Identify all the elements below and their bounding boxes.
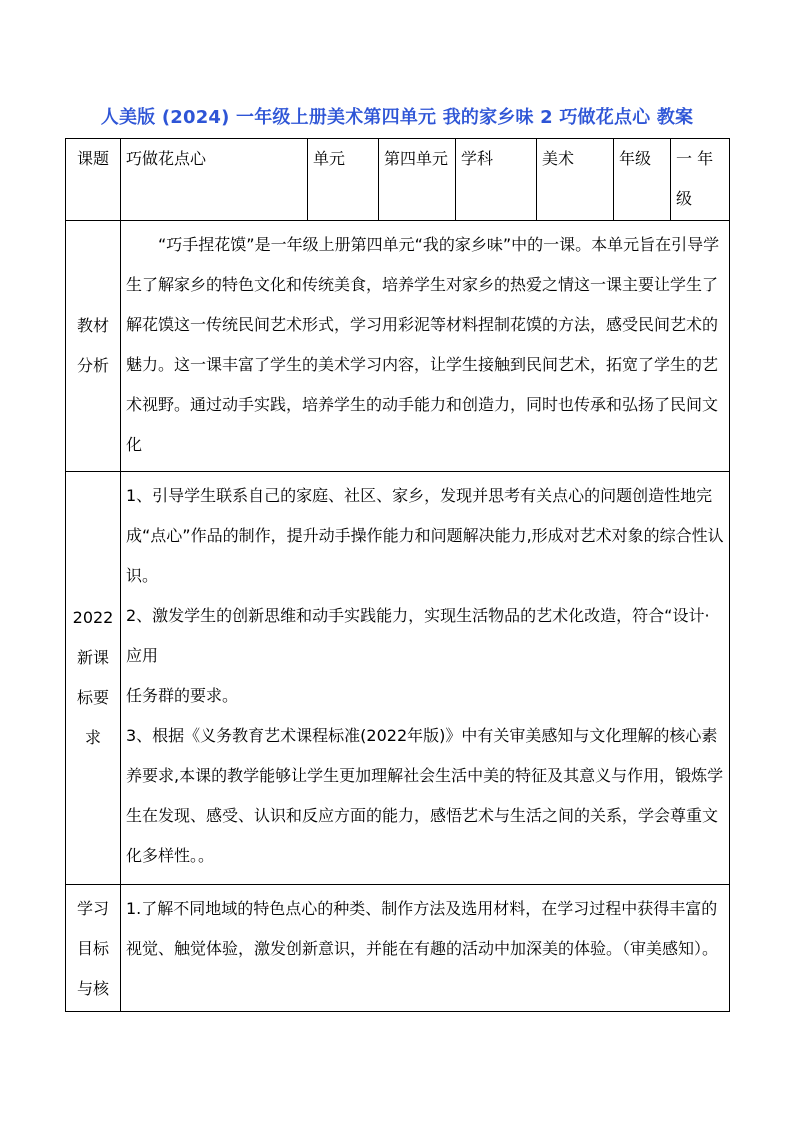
analysis-label: 教材分析	[66, 221, 121, 472]
standards-item-1: 1、引导学生联系自己的家庭、社区、家乡，发现并思考有关点心的问题创造性地完成“点心”作品的制作，提升动手操作能力和问题解决能力,形成对艺术对象的综合性认识。	[126, 486, 724, 585]
analysis-text: “巧手捏花馍”是一年级上册第四单元“我的家乡味”中的一课。本单元旨在引导学生了解家乡的特色文化和传统美食，培养学生对家乡的热爱之情这一课主要让学生了解花馍这一传统民间艺术形式，学习用彩泥等材料捏制花馍的方法，感受民间艺术的魅力。这一课丰富了学生的美术学习内容，让学生接触到民间艺术，拓宽了学生的艺术视野。通过动手实践，培养学生的动手能力和创造力，同时也传承和弘扬了民间文化	[126, 235, 720, 454]
goals-row	[66, 885, 730, 1012]
header-row	[66, 139, 730, 221]
document-title: 人美版 (2024) 一年级上册美术第四单元 我的家乡味 2 巧做花点心 教案	[100, 107, 694, 128]
standards-label: 2022新课标要求	[66, 472, 121, 885]
subject-value: 美术	[537, 139, 614, 221]
lesson-label: 课题	[66, 139, 121, 221]
lesson-value: 巧做花点心	[121, 139, 308, 221]
standards-row	[66, 472, 730, 885]
goals-text: 1.了解不同地域的特色点心的种类、制作方法及选用材料，在学习过程中获得丰富的视觉、触觉体验，激发创新意识，并能在有趣的活动中加深美的体验。（审美感知）。	[126, 899, 719, 958]
standards-item-3: 任务群的要求。	[126, 686, 239, 705]
grade-value: 一 年级	[671, 139, 730, 221]
lesson-plan-table	[65, 138, 730, 1012]
unit-label: 单元	[308, 139, 379, 221]
unit-value: 第四单元	[379, 139, 456, 221]
standards-item-2: 2、激发学生的创新思维和动手实践能力，实现生活物品的艺术化改造，符合“设计·应用	[126, 606, 710, 665]
standards-item-4: 3、根据《义务教育艺术课程标准(2022年版)》中有关审美感知与文化理解的核心素养要求,本课的教学能够让学生更加理解社会生活中美的特征及其意义与作用，锻炼学生在发现、感受、认识和反应方面的能力，感悟艺术与生活之间的关系，学会尊重文化多样性。。	[126, 726, 724, 865]
analysis-row	[66, 221, 730, 472]
goals-label: 学习目标与核	[66, 885, 121, 1012]
grade-label: 年级	[614, 139, 671, 221]
subject-label: 学科	[456, 139, 537, 221]
